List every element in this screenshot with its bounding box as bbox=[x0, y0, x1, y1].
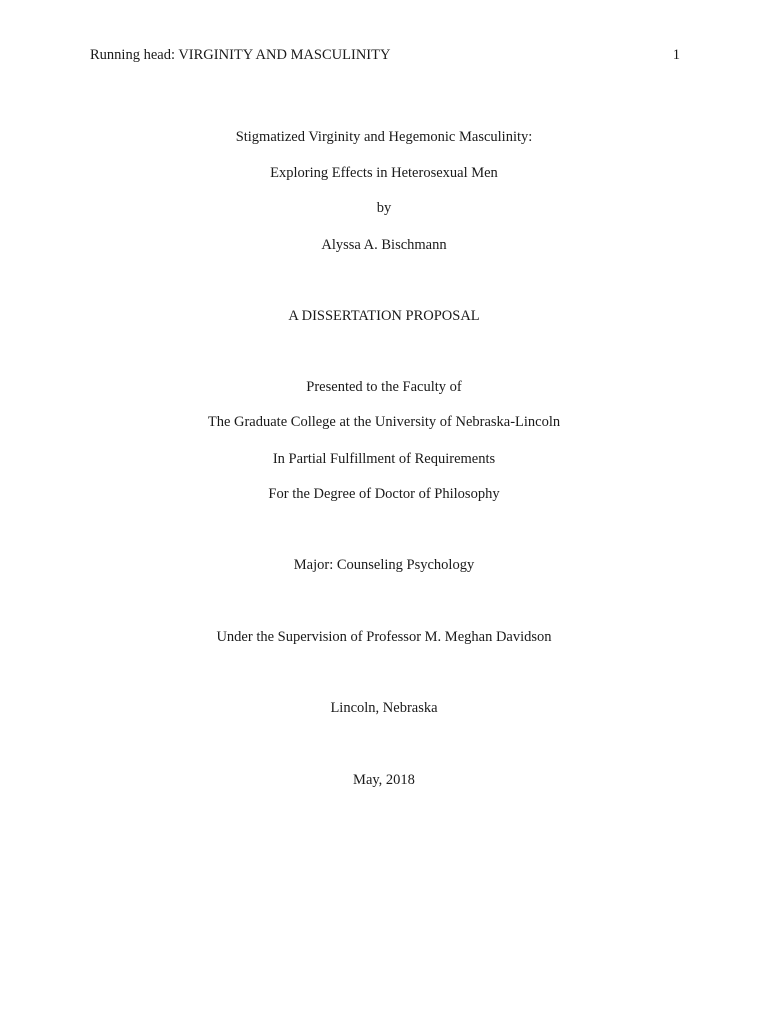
presented-to: Presented to the Faculty of bbox=[306, 379, 462, 395]
title-line-1: Stigmatized Virginity and Hegemonic Masculinity: bbox=[235, 129, 533, 145]
major-line: Major: Counseling Psychology bbox=[293, 557, 475, 573]
by-line: by bbox=[376, 200, 392, 216]
running-head: Running head: VIRGINITY AND MASCULINITY bbox=[90, 47, 391, 63]
author-name: Alyssa A. Bischmann bbox=[321, 237, 447, 253]
partial-fulfillment: In Partial Fulfillment of Requirements bbox=[272, 451, 496, 467]
title-line-2: Exploring Effects in Heterosexual Men bbox=[270, 165, 498, 181]
date-line: May, 2018 bbox=[353, 772, 415, 788]
degree-line: For the Degree of Doctor of Philosophy bbox=[268, 486, 500, 502]
document-type: A DISSERTATION PROPOSAL bbox=[288, 308, 480, 324]
college-name: The Graduate College at the University of Nebraska-Lincoln bbox=[207, 414, 561, 430]
supervision-line: Under the Supervision of Professor M. Meghan Davidson bbox=[216, 629, 552, 645]
location-line: Lincoln, Nebraska bbox=[330, 700, 438, 716]
page-number: 1 bbox=[672, 47, 680, 63]
